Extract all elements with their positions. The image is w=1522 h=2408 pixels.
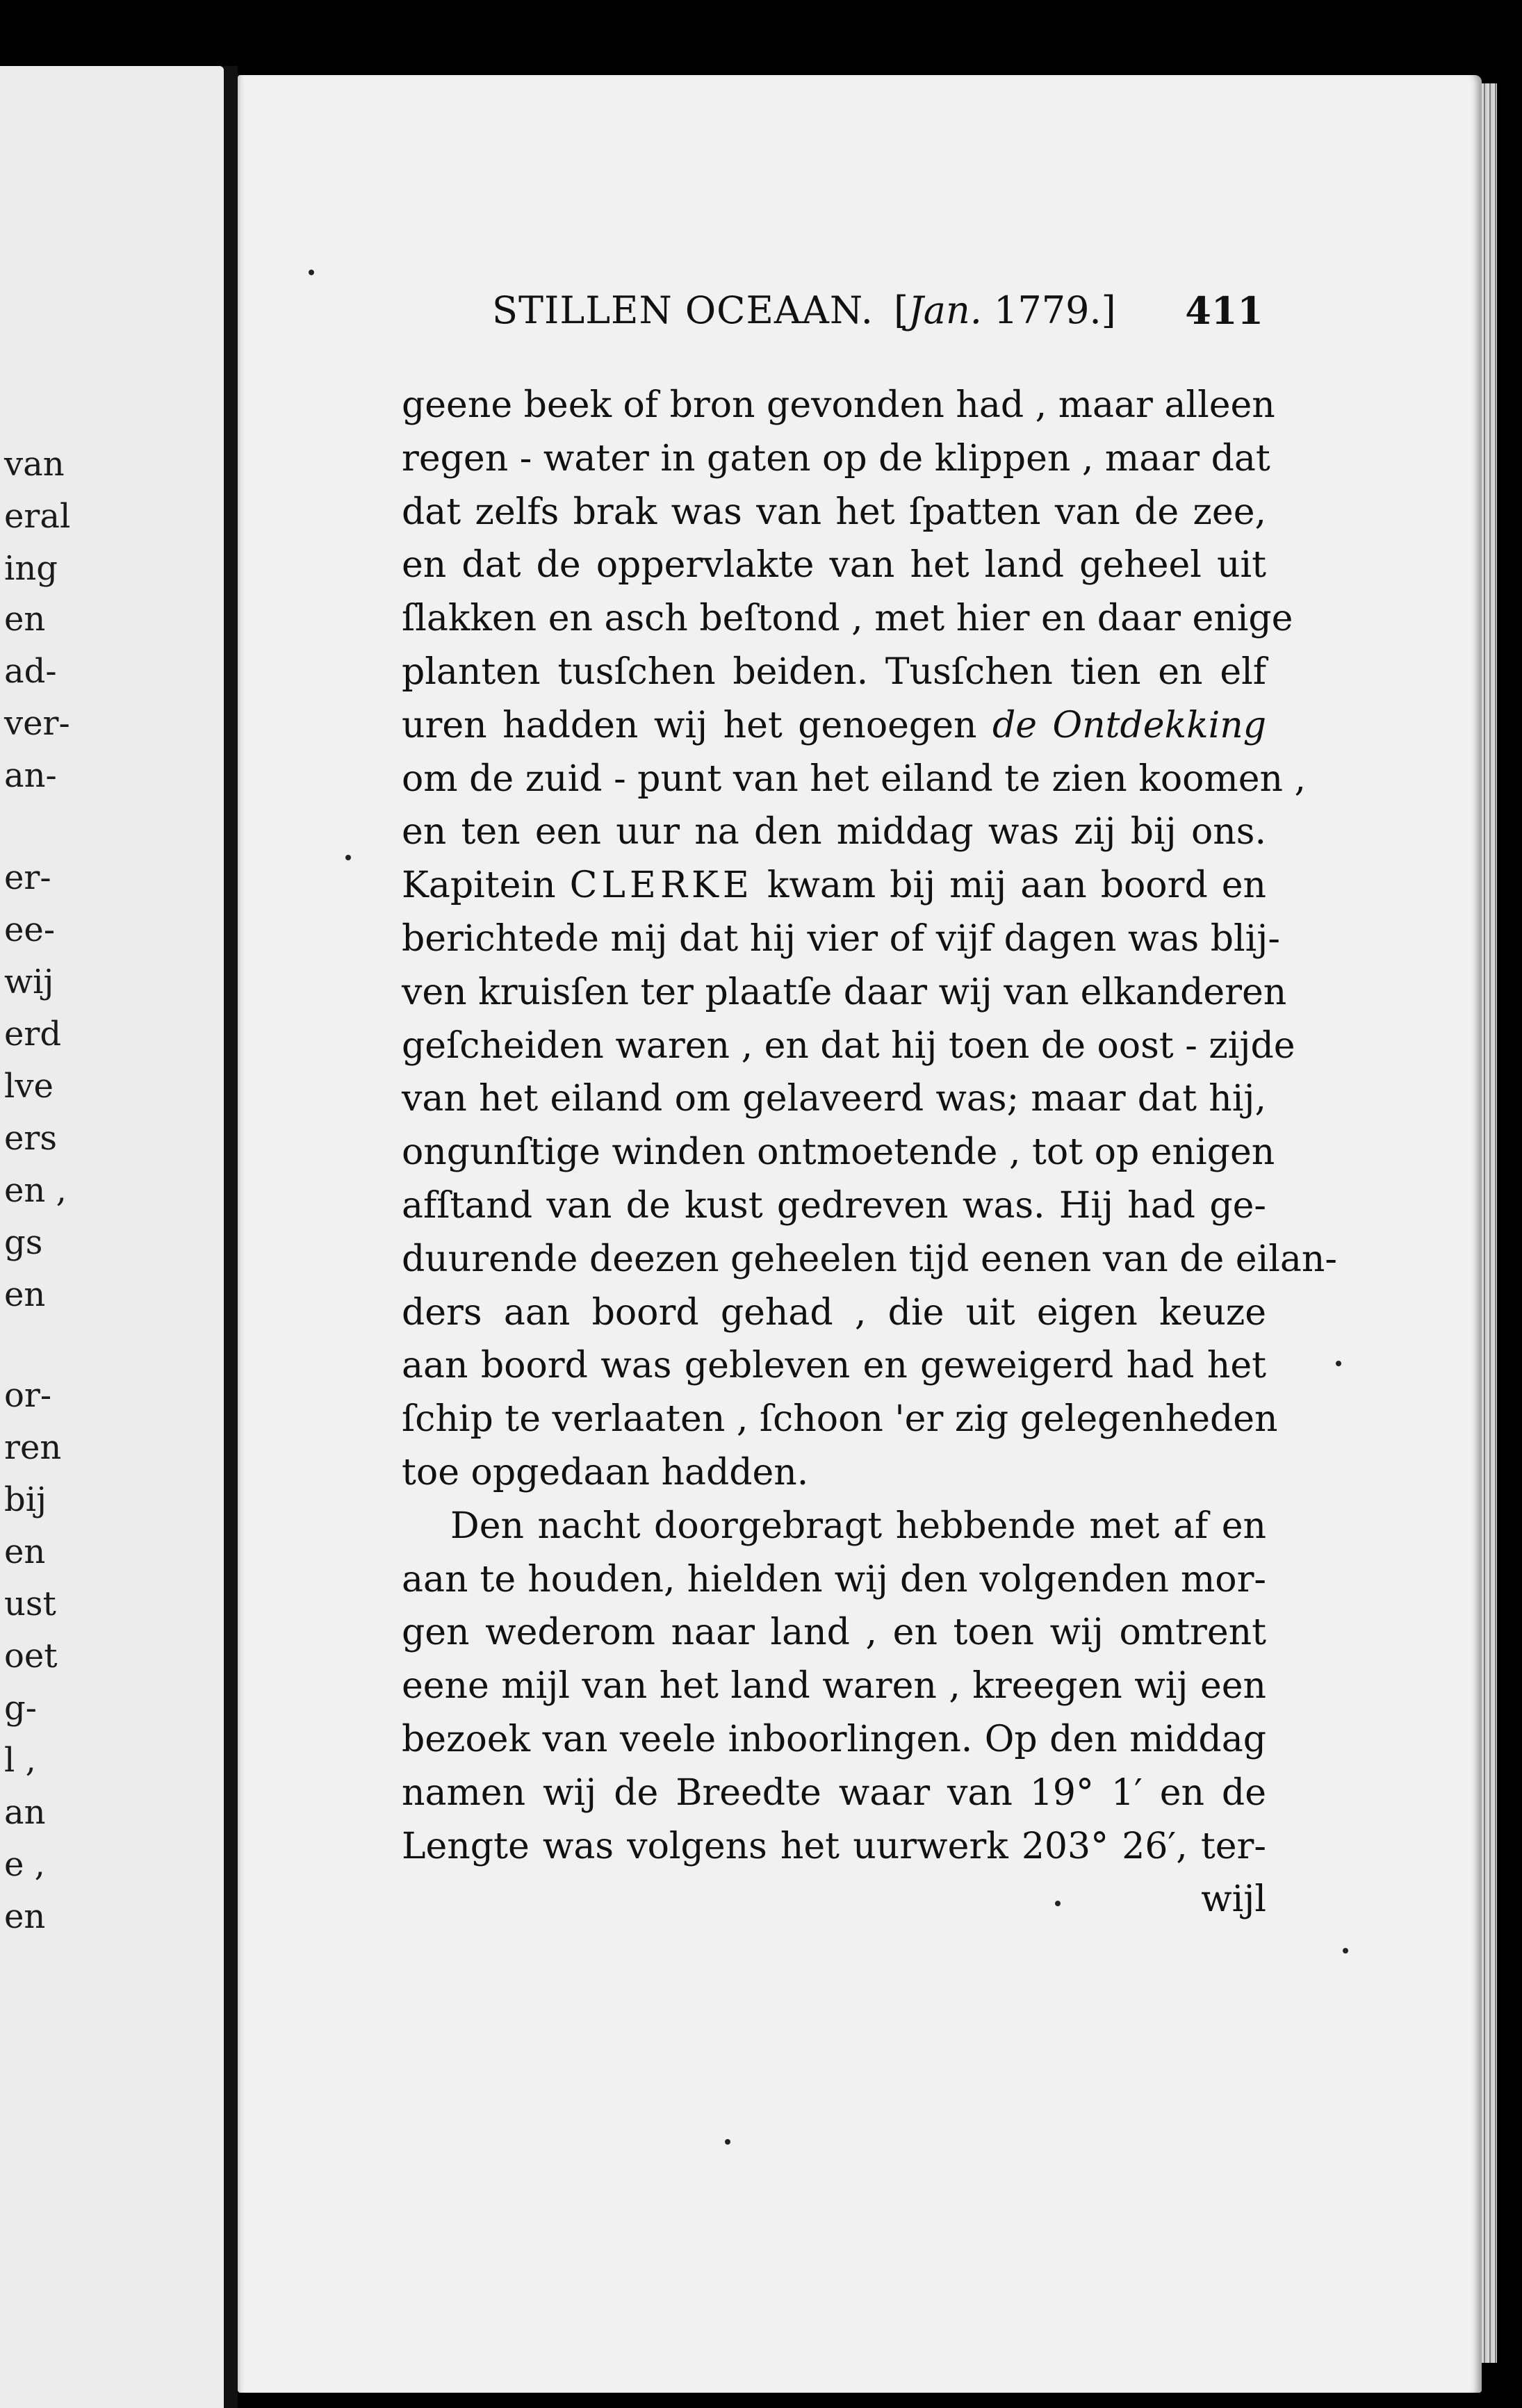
previous-page-fragment: en: [4, 600, 46, 639]
ink-speck: [1343, 1948, 1348, 1954]
text-line: berichtede mij dat hij vier of vijf dagen was blij-: [402, 917, 1280, 960]
catchword: wijl: [1201, 1878, 1266, 1921]
ink-speck: [725, 2139, 730, 2145]
ink-speck: [1336, 1361, 1341, 1366]
captain-name: CLERKE: [569, 865, 753, 907]
book-gutter: [224, 66, 238, 2408]
running-head-year: 1779.]: [994, 288, 1116, 332]
previous-page-fragment: ver-: [4, 704, 70, 743]
text-line: Den nacht doorgebragt hebbende met af en: [450, 1505, 1266, 1547]
previous-page-fragment: en: [4, 1275, 46, 1314]
text-line: bezoek van veele inboorlingen. Op den middag: [402, 1718, 1266, 1760]
body-text: [402, 379, 1337, 1926]
running-head: [492, 288, 1263, 337]
previous-page-fragment: lve: [4, 1067, 54, 1106]
text-line: Lengte was volgens het uurwerk 203° 26′, ter-: [402, 1825, 1266, 1867]
previous-page-fragment: erd: [4, 1015, 62, 1054]
text-line: geſcheiden waren , en dat hij toen de oost - zijde: [402, 1024, 1295, 1067]
text-line: geene beek of bron gevonden had , maar alleen: [402, 384, 1275, 426]
text-line: ven kruisſen ter plaatſe daar wij van elkanderen: [402, 971, 1287, 1013]
previous-page-fragment: or-: [4, 1376, 52, 1415]
text-line: ſchip te verlaaten , ſchoon 'er zig gelegenheden: [402, 1398, 1278, 1441]
text-line: aan te houden, hielden wij den volgenden mor-: [402, 1558, 1266, 1600]
previous-page-fragment: en: [4, 1897, 46, 1936]
text-line: uren hadden wij het genoegen de Ontdekking: [402, 704, 1266, 746]
previous-page-fragment: l ,: [4, 1741, 36, 1780]
previous-page-fragment: eral: [4, 497, 71, 536]
text-line: ders aan boord gehad , die uit eigen keuze: [402, 1291, 1266, 1334]
previous-page-fragment: wij: [4, 963, 54, 1001]
running-head-date: [Jan. 1779.]: [894, 288, 1116, 332]
ink-speck: [345, 855, 351, 860]
previous-page-fragment: ee-: [4, 910, 56, 949]
previous-page-fragment: van: [4, 445, 65, 484]
text-line: van het eiland om gelaveerd was; maar dat hij,: [402, 1078, 1266, 1120]
previous-page-fragment: bij: [4, 1480, 47, 1519]
text-line: duurende deezen geheelen tijd eenen van de eilan-: [402, 1238, 1337, 1280]
previous-page-fragment: an: [4, 1793, 46, 1832]
text-line: om de zuid - punt van het eiland te zien koomen ,: [402, 757, 1307, 800]
previous-page-fragment: ust: [4, 1584, 56, 1623]
text-line: Kapitein CLERKE kwam bij mij aan boord en: [402, 865, 1267, 907]
text-line: regen - water in gaten op de klippen , maar dat: [402, 437, 1270, 480]
previous-page-fragment: ad-: [4, 652, 57, 691]
previous-page-fragment: an-: [4, 756, 57, 795]
text-line: planten tusſchen beiden. Tusſchen tien en elf: [402, 650, 1266, 693]
previous-page-fragment: en ,: [4, 1171, 67, 1210]
previous-page-fragment: en: [4, 1532, 46, 1571]
text-line: aan boord was gebleven en geweigerd had het: [402, 1345, 1266, 1387]
page-edges: [1482, 83, 1497, 2363]
previous-page-fragment: ers: [4, 1119, 57, 1158]
running-head-month: Jan.: [908, 288, 982, 332]
ink-speck: [309, 270, 314, 275]
previous-page-fragment: ing: [4, 549, 58, 588]
previous-page-fragment: oet: [4, 1637, 58, 1676]
previous-page-fragment: g-: [4, 1689, 37, 1728]
text-line: ſlakken en asch beſtond , met hier en daar enige: [402, 598, 1293, 640]
text-line: afſtand van de kust gedreven was. Hij had ge-: [402, 1184, 1266, 1227]
page-number: 411: [1185, 288, 1263, 333]
previous-page-fragment: gs: [4, 1223, 43, 1262]
text-line: namen wij de Breedte waar van 19° 1′ en de: [402, 1771, 1266, 1814]
text-line: toe opgedaan hadden.: [402, 1451, 809, 1493]
previous-page-fragment: ren: [4, 1428, 62, 1467]
previous-page-fragment: er-: [4, 858, 51, 897]
text-line: eene mijl van het land waren , kreegen wij een: [402, 1665, 1266, 1707]
text-line: en dat de oppervlakte van het land geheel uit: [402, 544, 1266, 587]
ship-name: de Ontdekking: [992, 704, 1266, 746]
previous-page: [0, 66, 224, 2408]
text-line: gen wederom naar land , en toen wij omtrent: [402, 1612, 1266, 1654]
text-line: ongunſtige winden ontmoetende , tot op enigen: [402, 1131, 1275, 1174]
text-line: dat zelfs brak was van het ſpatten van de zee,: [402, 491, 1266, 533]
running-head-title: STILLEN OCEAAN.: [492, 288, 874, 332]
text-line: en ten een uur na den middag was zij bij ons.: [402, 811, 1266, 853]
previous-page-fragment: e ,: [4, 1845, 45, 1884]
